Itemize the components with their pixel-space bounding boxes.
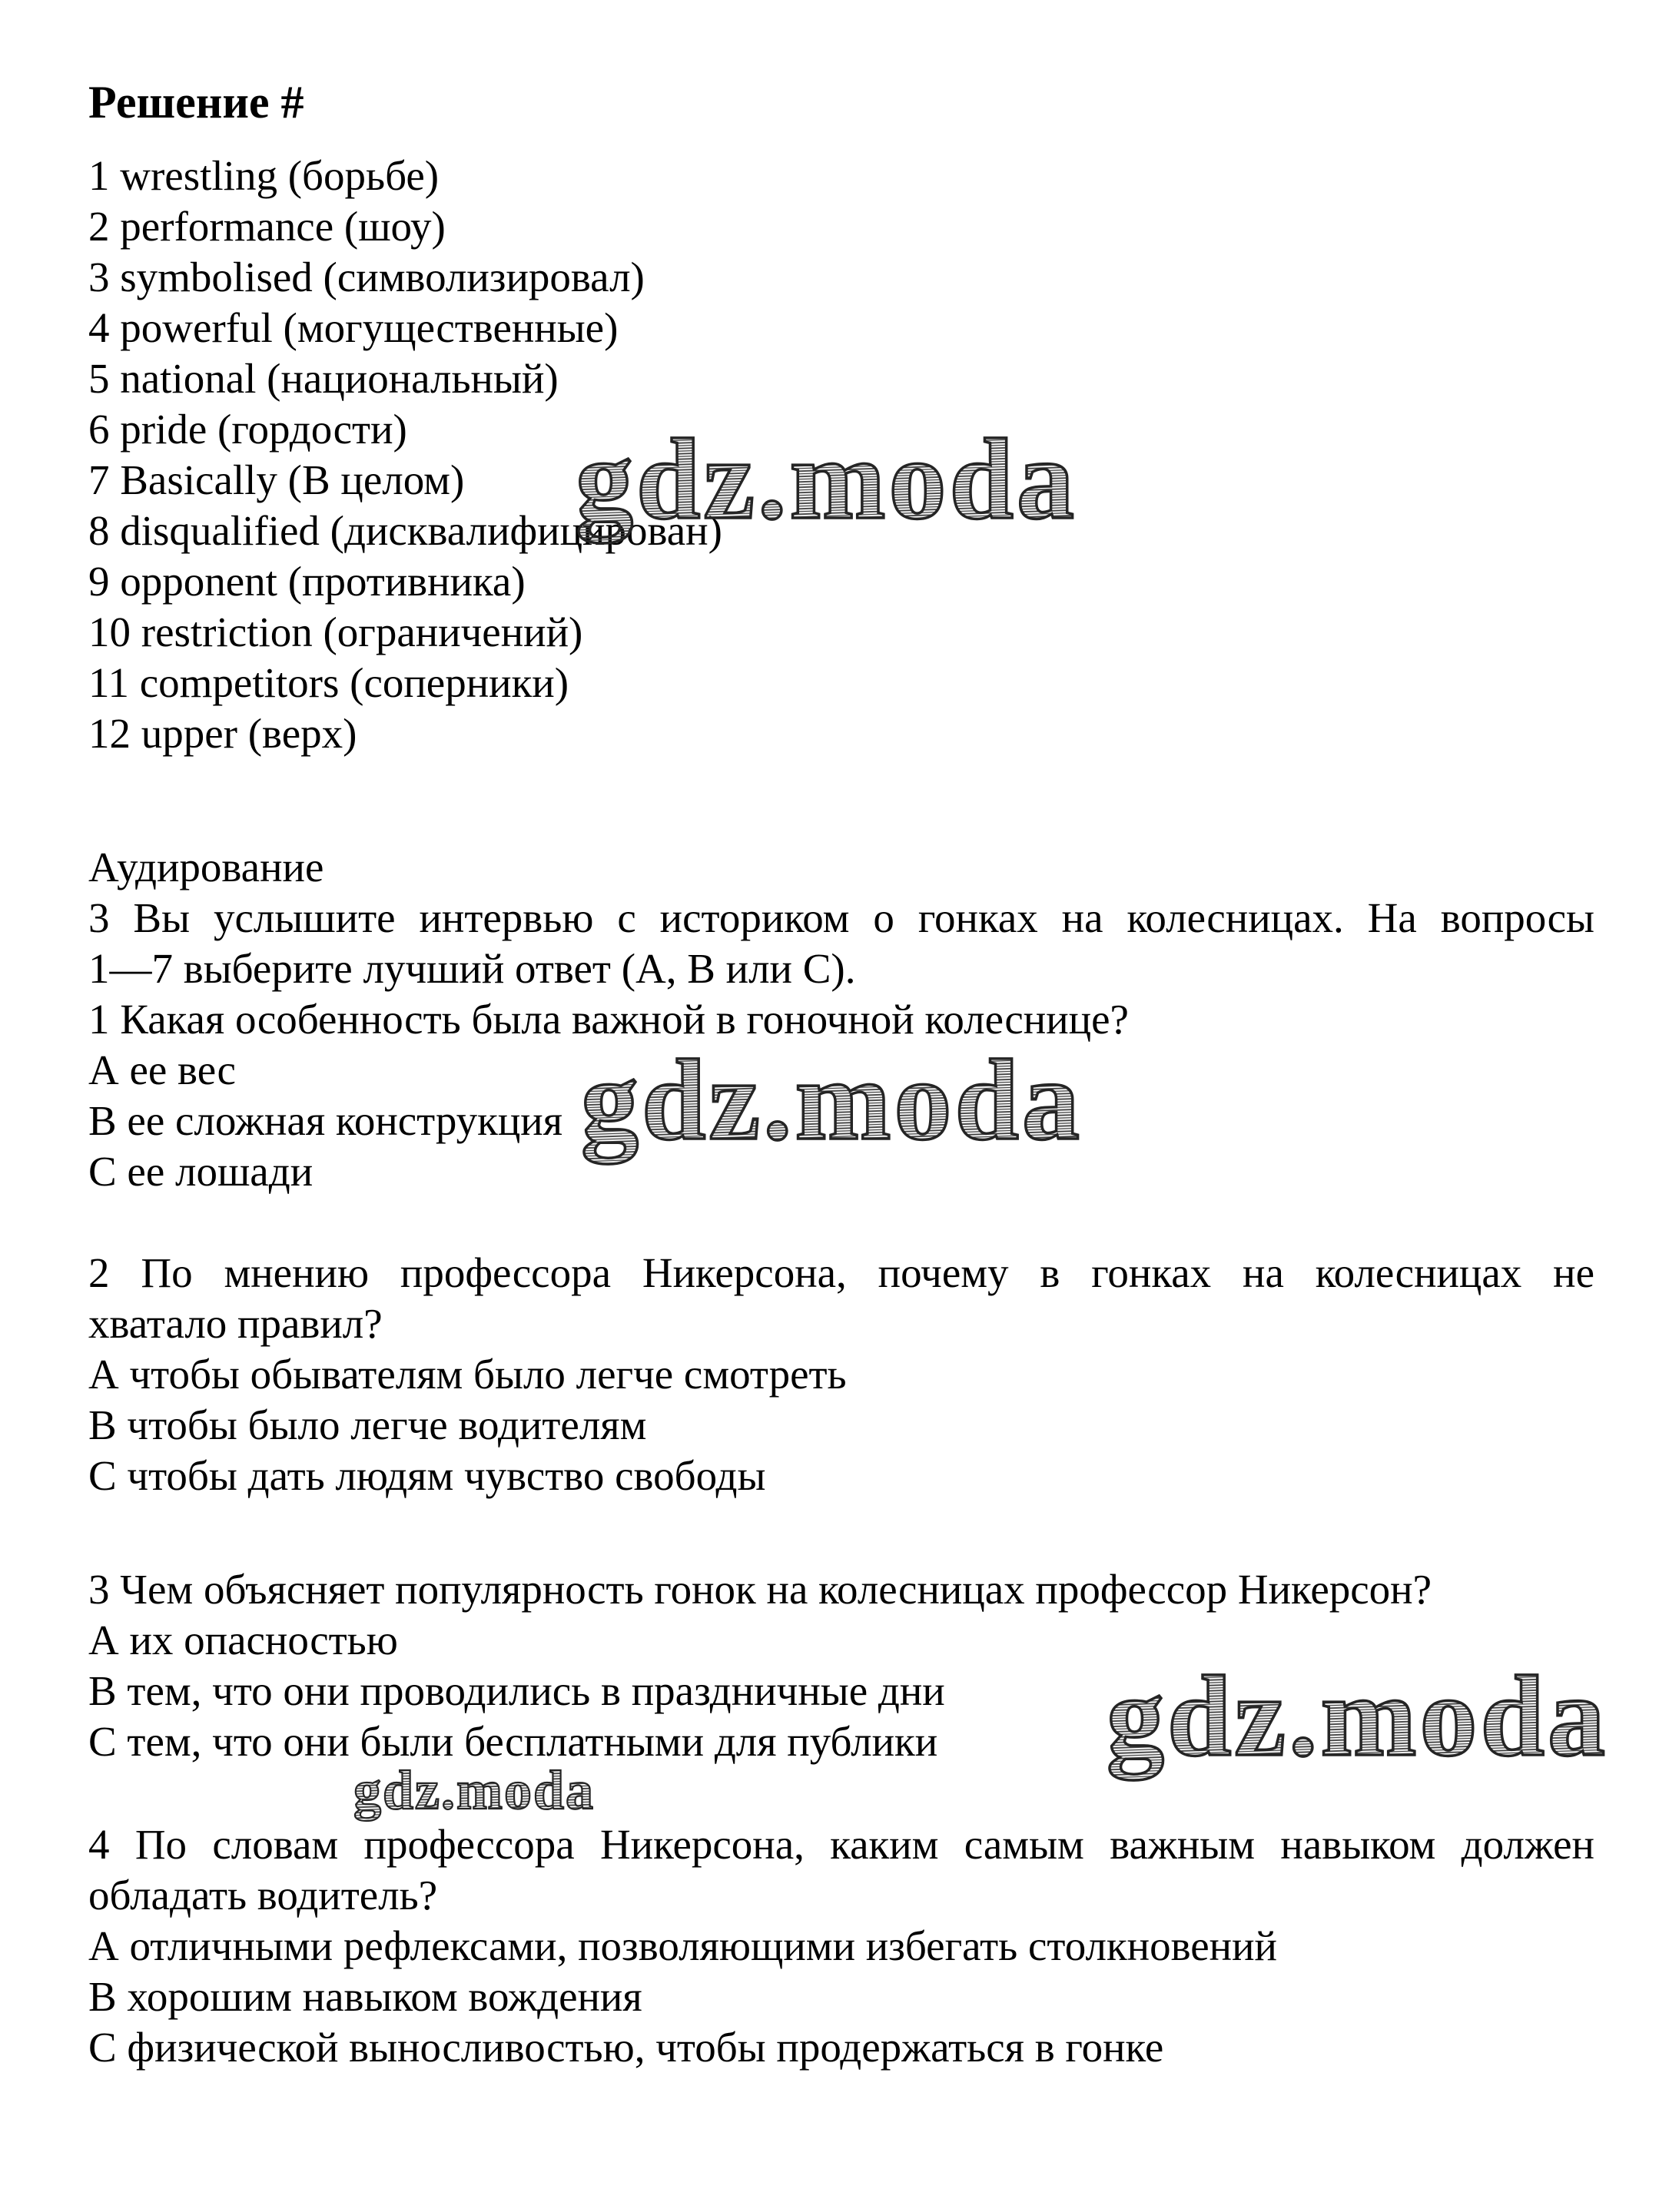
question-4-option-b: В хорошим навыком вождения [88,1973,642,2020]
question-4-line: 4 По словам профессора Никерсона, каким самым важным навыком должен [88,1821,1594,1868]
listening-section-title: Аудирование [88,844,324,890]
question-4-option-a: А отличными рефлексами, позволяющими избегать столкновений [88,1922,1277,1969]
svg-text:gdz.moda: gdz.moda [353,1759,596,1821]
svg-text:gdz.moda: gdz.moda [576,416,1077,543]
answer-line: 12 upper (верх) [88,710,357,757]
question-3-line: 3 Чем объясняет популярность гонок на колесницах профессор Никерсон? [88,1566,1432,1613]
question-4-block [88,1819,1594,2073]
answer-line: 11 competitors (соперники) [88,659,569,706]
answer-line: 1 wrestling (борьбе) [88,152,440,199]
listening-intro-line: 1—7 выберите лучший ответ (А, В или С). [88,945,856,992]
question-1-option-b: В ее сложная конструкция [88,1097,563,1144]
answer-line: 5 national (национальный) [88,355,559,402]
listening-section [88,842,1594,1197]
answer-line: 3 symbolised (символизировал) [88,254,645,300]
question-3-option-c: С тем, что они были бесплатными для публики [88,1718,938,1765]
vocabulary-answers-list [88,151,1594,759]
question-3-block [88,1564,1594,1767]
answer-line: 9 opponent (противника) [88,558,526,605]
question-2-block [88,1248,1594,1501]
question-1-line: 1 Какая особенность была важной в гоночной колеснице? [88,996,1129,1043]
question-4-line: обладать водитель? [88,1872,438,1919]
question-2-option-a: А чтобы обывателям было легче смотреть [88,1351,847,1398]
solution-heading: Решение # [88,77,304,128]
answer-line: 4 powerful (могущественные) [88,304,619,351]
question-3-option-a: А их опасностью [88,1617,398,1663]
question-2-option-b: В чтобы было легче водителям [88,1401,647,1448]
question-1-option-a: А ее вес [88,1046,236,1093]
question-2-option-c: С чтобы дать людям чувство свободы [88,1452,766,1499]
question-4-option-c: С физической выносливостью, чтобы продержаться в гонке [88,2024,1164,2071]
answer-line: 8 disqualified (дисквалифицирован) [88,507,722,554]
svg-text:gdz.moda: gdz.moda [1107,1653,1608,1780]
gdz-moda-watermark-small [352,1758,613,1829]
answer-line: 2 performance (шоу) [88,203,446,250]
question-1-option-c: С ее лошади [88,1148,314,1195]
svg-text:gdz.moda: gdz.moda [581,1036,1083,1164]
answer-line: 7 Basically (В целом) [88,456,465,503]
question-3-option-b: В тем, что они проводились в праздничные дни [88,1667,945,1714]
answer-line: 10 restriction (ограничений) [88,609,583,655]
question-2-line: хватало правил? [88,1300,383,1347]
question-2-line: 2 По мнению профессора Никерсона, почему в гонках на колесницах не [88,1249,1594,1296]
answer-line: 6 pride (гордости) [88,406,407,453]
listening-intro-line: 3 Вы услышите интервью с историком о гонках на колесницах. На вопросы [88,894,1594,941]
